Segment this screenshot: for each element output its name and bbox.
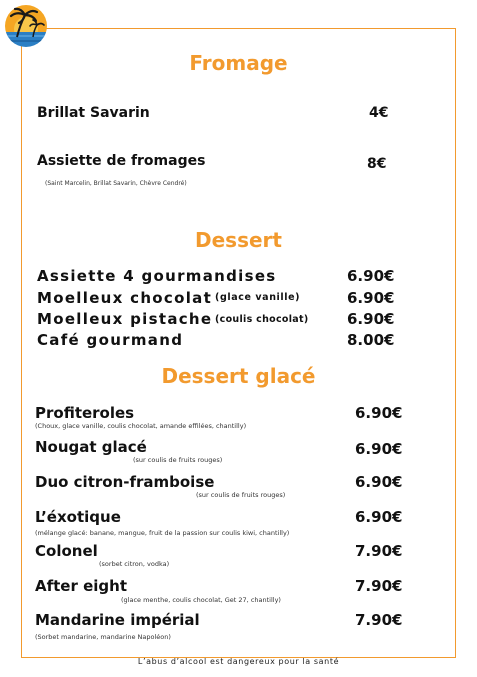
item-note-moelleux-pistache: (coulis chocolat): [215, 314, 309, 325]
item-note-exotique: (mélange glacé: banane, mangue, fruit de la passion sur coulis kiwi, chantilly): [35, 529, 290, 537]
item-note-profiteroles: (Choux, glace vanille, coulis chocolat, amande effilées, chantilly): [35, 422, 247, 430]
item-name-after-eight: After eight: [35, 577, 127, 595]
item-note-after-eight: (glace menthe, coulis chocolat, Get 27, chantilly): [121, 596, 281, 604]
item-price-mandarine-imperial: 7.90€: [355, 611, 403, 629]
item-price-profiteroles: 6.90€: [355, 404, 403, 422]
item-name-profiteroles: Profiteroles: [35, 404, 135, 422]
item-price-exotique: 6.90€: [355, 508, 403, 526]
item-name-duo-citron-framboise: Duo citron-framboise: [35, 473, 215, 491]
item-price-assiette-4-gourmandises: 6.90€: [347, 267, 395, 285]
item-name-mandarine-imperial: Mandarine impérial: [35, 611, 200, 629]
item-name-cafe-gourmand: Café gourmand: [37, 331, 184, 349]
item-name-assiette-fromages: Assiette de fromages: [37, 153, 206, 169]
section-title-dessert-glace: Dessert glacé: [161, 364, 316, 388]
item-price-assiette-fromages: 8€: [367, 156, 387, 172]
item-price-nougat-glace: 6.90€: [355, 440, 403, 458]
item-price-moelleux-pistache: 6.90€: [347, 310, 395, 328]
item-note-colonel: (sorbet citron, vodka): [99, 560, 170, 568]
item-note-nougat-glace: (sur coulis de fruits rouges): [133, 456, 223, 464]
item-price-after-eight: 7.90€: [355, 577, 403, 595]
item-name-moelleux-pistache: Moelleux pistache: [37, 310, 213, 328]
section-title-dessert: Dessert: [195, 228, 282, 252]
item-price-moelleux-chocolat: 6.90€: [347, 289, 395, 307]
item-note-assiette-fromages: (Saint Marcelin, Brillat Savarin, Chèvre Cendré): [45, 180, 187, 187]
item-note-duo-citron-framboise: (sur coulis de fruits rouges): [196, 491, 286, 499]
item-name-nougat-glace: Nougat glacé: [35, 438, 147, 456]
item-price-colonel: 7.90€: [355, 542, 403, 560]
item-note-mandarine-imperial: (Sorbet mandarine, mandarine Napoléon): [35, 633, 171, 641]
item-note-moelleux-chocolat: (glace vanille): [215, 292, 301, 303]
item-name-moelleux-chocolat: Moelleux chocolat: [37, 289, 213, 307]
item-price-cafe-gourmand: 8.00€: [347, 331, 395, 349]
item-price-duo-citron-framboise: 6.90€: [355, 473, 403, 491]
item-price-brillat-savarin: 4€: [369, 105, 389, 121]
item-name-brillat-savarin: Brillat Savarin: [37, 105, 150, 121]
item-name-colonel: Colonel: [35, 542, 98, 560]
item-name-assiette-4-gourmandises: Assiette 4 gourmandises: [37, 267, 277, 285]
item-name-exotique: L’éxotique: [35, 508, 121, 526]
palm-tree-sunset-logo-icon: [3, 3, 49, 49]
section-title-fromage: Fromage: [189, 51, 288, 75]
alcohol-warning-footer: L’abus d’alcool est dangereux pour la santé: [137, 657, 340, 666]
